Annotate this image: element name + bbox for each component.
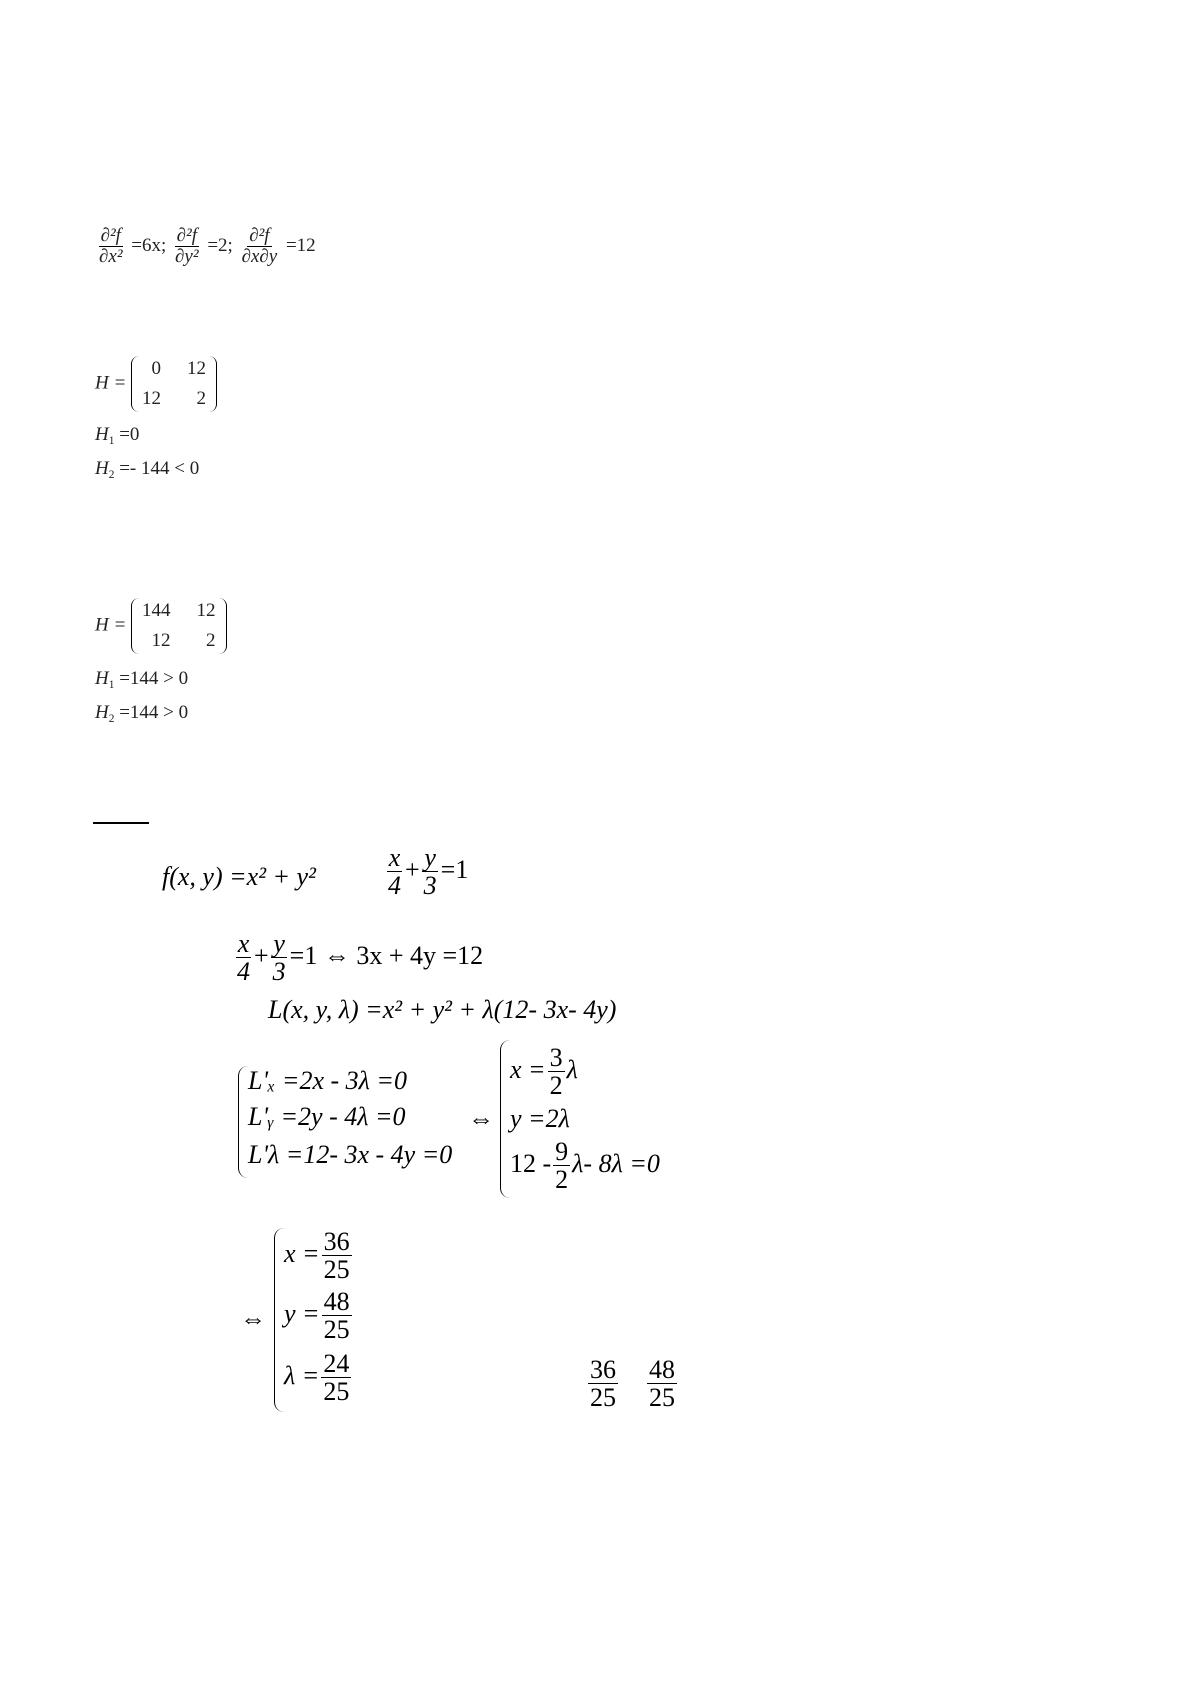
- system-2-row-2: y =2λ: [510, 1104, 570, 1133]
- fyy-value: =2;: [207, 234, 233, 256]
- hessian-1-minor-2: $H_2 =- 144 < 0$: [95, 458, 200, 481]
- equivalence-2: ⇔: [240, 1304, 266, 1333]
- hessian-1-matrix: 0 12 12 2: [131, 356, 217, 412]
- hessian-2-matrix: 144 12 12 2: [131, 598, 227, 654]
- objective-function: f(x, y) =x² + y²: [162, 862, 316, 891]
- constraint: $\frac{x}{4}$ + $\frac{y}{3}$ =1: [388, 843, 469, 901]
- fxy-value: =12: [285, 234, 316, 256]
- hessian-1-minor-1: $H_1 =0$: [95, 424, 140, 447]
- fxx-fraction: $\frac{\text{∂²f}}{\text{∂x²}}$: [99, 225, 123, 267]
- fxx-value: =6x;: [131, 234, 167, 256]
- second-partials: [95, 226, 316, 267]
- fyy-fraction: $\frac{\text{∂²f}}{\text{∂y²}}$: [175, 225, 199, 267]
- hessian-2: [95, 598, 227, 654]
- hessian-2-label: H =: [95, 614, 127, 636]
- system-1-row-3: L'λ =12- 3x - 4y =0: [248, 1140, 453, 1169]
- system-3-y: y = $\frac{48}{25}$: [284, 1287, 350, 1345]
- system-1-row-2: L'ᵧ =2y - 4λ =0: [248, 1102, 406, 1131]
- critical-point: $\frac{36}{25}$ $\frac{48}{25}$: [590, 1355, 675, 1413]
- system-3-lambda: λ = $\frac{24}{25}$: [284, 1349, 350, 1407]
- equivalence-1: ⇔: [468, 1104, 494, 1133]
- system-3-x: x = $\frac{36}{25}$: [284, 1227, 350, 1285]
- hessian-2-minor-1: $H_1 =144 > 0$: [95, 668, 189, 691]
- fxy-fraction: $\frac{\text{∂²f}}{\partial x\partial y}$: [241, 225, 278, 267]
- system-1-row-1: L'ₓ =2x - 3λ =0: [248, 1066, 407, 1095]
- hessian-1-label: H =: [95, 372, 127, 394]
- section-underline: [93, 822, 149, 824]
- system-2-row-1: x = $\frac{3}{2}$ λ: [510, 1043, 578, 1101]
- lagrangian: L(x, y, λ) =x² + y² + λ(12- 3x- 4y): [268, 995, 617, 1024]
- hessian-1: [95, 356, 217, 412]
- hessian-2-minor-2: $H_2 =144 > 0$: [95, 702, 189, 725]
- system-2-row-3: 12 - $\frac{9}{2}$ λ- 8λ =0: [510, 1137, 660, 1195]
- constraint-rewrite: $\frac{x}{4}$ + $\frac{y}{3}$ =1 ⇔ 3x + 4y =12: [237, 929, 484, 987]
